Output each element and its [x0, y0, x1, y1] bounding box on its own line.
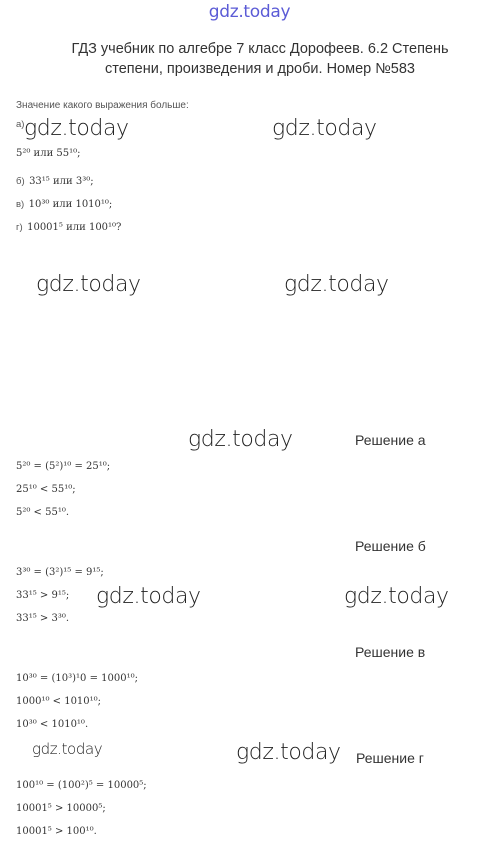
task-item-c-label: в): [16, 199, 25, 210]
task-item-d: [16, 217, 121, 235]
task-item-d-expr: 10001⁵ или 100¹⁰?: [27, 222, 122, 233]
watermark: gdz.today: [188, 427, 293, 452]
solution-c-line-2: 1000¹⁰ < 1010¹⁰;: [16, 696, 102, 707]
watermark: gdz.today: [36, 272, 141, 297]
task-item-b-label: б): [16, 176, 25, 187]
solution-a-title: Решение а: [355, 432, 426, 448]
watermark: gdz.today: [284, 272, 389, 297]
solution-b-title: Решение б: [355, 538, 426, 554]
watermark: gdz.today: [272, 116, 377, 141]
solution-d-line-1: 100¹⁰ = (100²)⁵ = 10000⁵;: [16, 780, 147, 791]
site-logo[interactable]: gdz.today: [208, 2, 291, 22]
solution-c-title: Решение в: [355, 644, 426, 660]
solution-a-line-3: 5²⁰ < 55¹⁰.: [16, 507, 70, 518]
solution-a-line-2: 25¹⁰ < 55¹⁰;: [16, 484, 76, 495]
solution-d-line-3: 10001⁵ > 100¹⁰.: [16, 826, 97, 837]
watermark: gdz.today: [236, 740, 341, 765]
solution-d-title: Решение г: [356, 750, 424, 766]
task-item-c: [16, 194, 112, 212]
solution-d-line-2: 10001⁵ > 10000⁵;: [16, 803, 106, 814]
watermark: gdz.today: [344, 584, 449, 609]
solution-b-line-2: 33¹⁵ > 9¹⁵;: [16, 590, 70, 601]
watermark: gdz.today: [24, 116, 129, 141]
task-item-a-label: а): [16, 119, 25, 130]
solution-b-line-3: 33¹⁵ > 3³⁰.: [16, 613, 70, 624]
page-title-line-2: степени, произведения и дроби. Номер №583: [105, 61, 415, 77]
task-item-b-expr: 33¹⁵ или 3³⁰;: [29, 176, 94, 187]
page-title-line-1: ГДЗ учебник по алгебре 7 класс Дорофеев. 6.2 Степень: [71, 41, 449, 57]
task-prompt: Значение какого выражения больше:: [16, 100, 189, 111]
task-item-b: [16, 171, 94, 189]
solution-b-line-1: 3³⁰ = (3²)¹⁵ = 9¹⁵;: [16, 567, 104, 578]
solution-c-line-3: 10³⁰ < 1010¹⁰.: [16, 719, 89, 730]
task-item-d-label: г): [16, 222, 23, 233]
page-title: [30, 39, 490, 79]
watermark: gdz.today: [32, 740, 103, 758]
solution-c-line-1: 10³⁰ = (10³)¹0 = 1000¹⁰;: [16, 673, 138, 684]
watermark: gdz.today: [96, 584, 201, 609]
task-item-c-expr: 10³⁰ или 1010¹⁰;: [28, 199, 113, 210]
solution-a-line-1: 5²⁰ = (5²)¹⁰ = 25¹⁰;: [16, 461, 111, 472]
task-item-a-expr: 5²⁰ или 55¹⁰;: [16, 148, 81, 159]
